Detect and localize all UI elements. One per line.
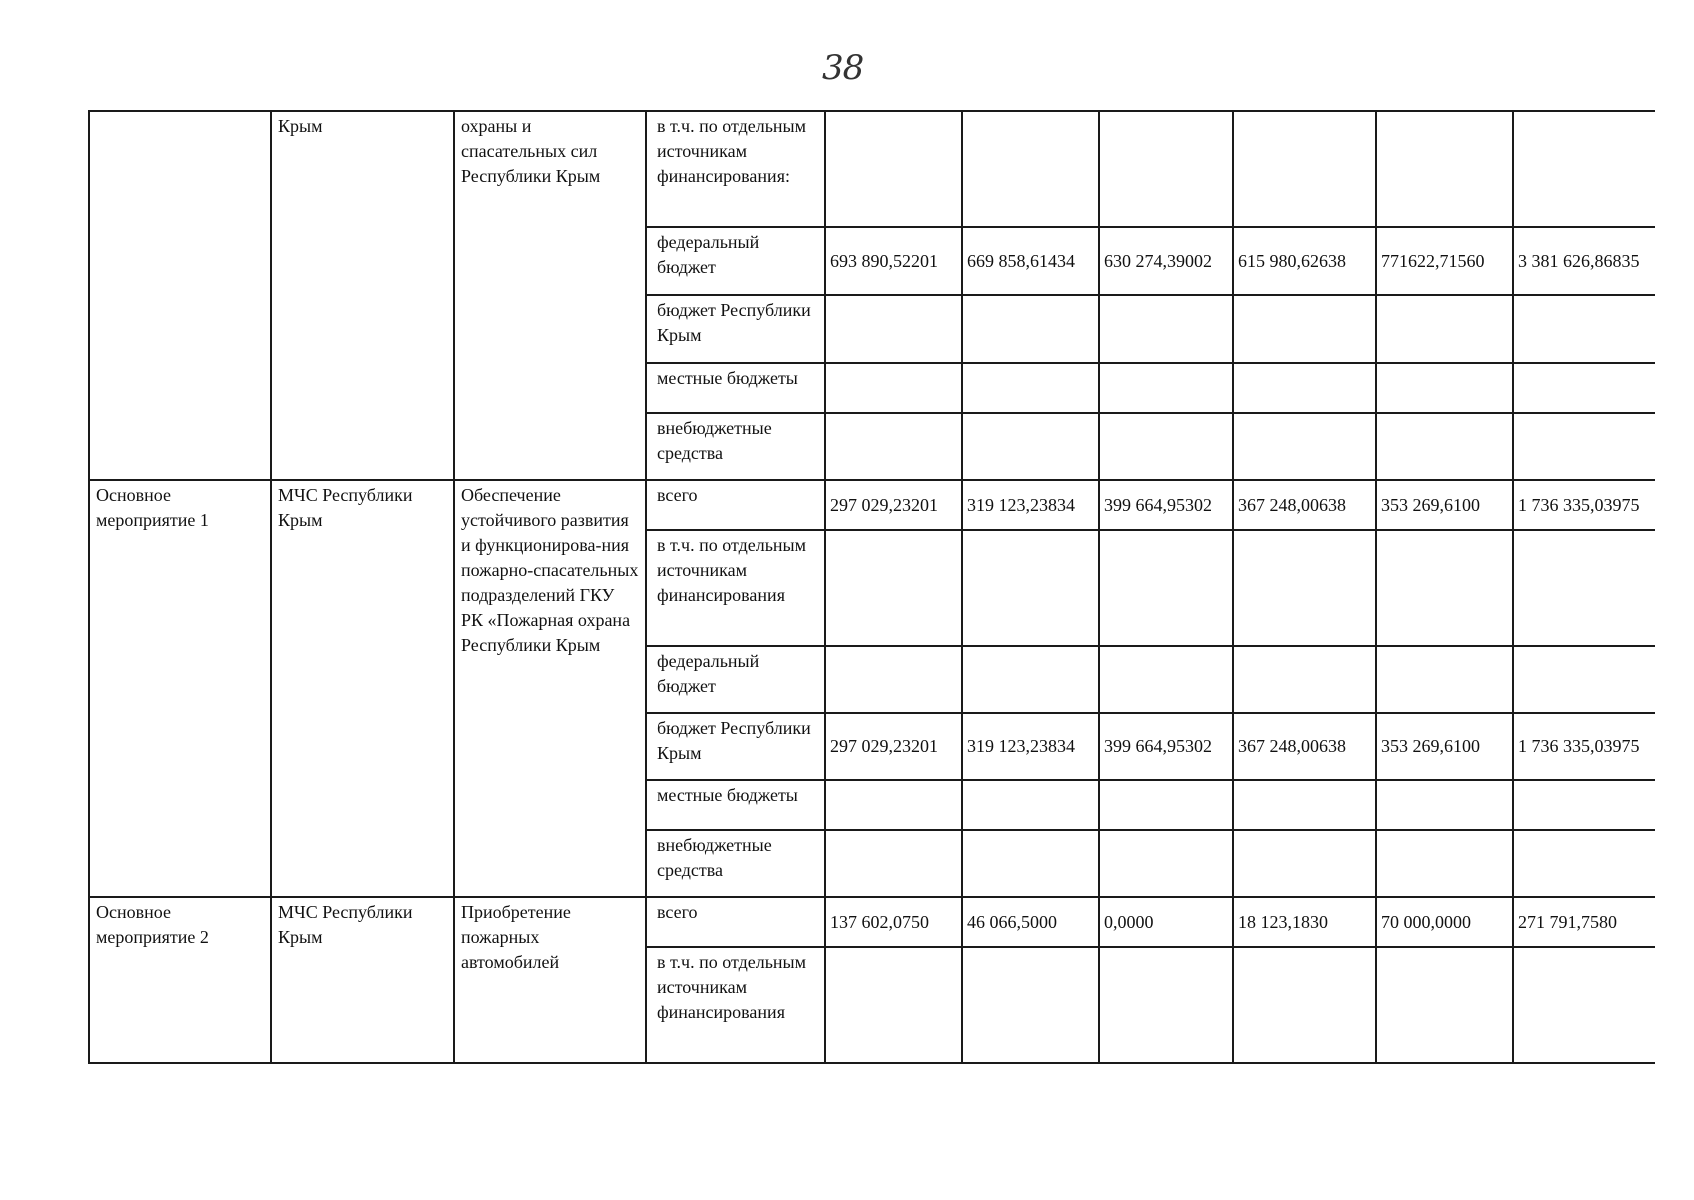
event-cell <box>89 111 271 480</box>
amount-cell <box>1513 413 1655 480</box>
amount-cell <box>962 413 1099 480</box>
amount-cell <box>1513 363 1655 413</box>
amount-cell <box>1099 111 1233 227</box>
amount-cell: 0,0000 <box>1099 897 1233 947</box>
amount-cell <box>1233 646 1376 713</box>
description-cell: охраны и спасательных сил Республики Крым <box>454 111 646 480</box>
amount-cell: 137 602,0750 <box>825 897 962 947</box>
amount-cell <box>1099 530 1233 646</box>
executor-cell: МЧС Республики Крым <box>271 897 454 1063</box>
amount-cell <box>1376 530 1513 646</box>
funding-source-cell: внебюджетные средства <box>646 830 825 897</box>
amount-cell: 353 269,6100 <box>1376 713 1513 780</box>
amount-cell: 3 381 626,86835 <box>1513 227 1655 295</box>
amount-cell <box>825 363 962 413</box>
table-row <box>89 897 1655 947</box>
amount-cell: 1 736 335,03975 <box>1513 713 1655 780</box>
amount-cell <box>825 830 962 897</box>
amount-cell <box>825 111 962 227</box>
amount-cell <box>1376 830 1513 897</box>
amount-cell: 771622,71560 <box>1376 227 1513 295</box>
amount-cell <box>1513 947 1655 1063</box>
amount-cell: 615 980,62638 <box>1233 227 1376 295</box>
funding-source-cell: бюджет Республики Крым <box>646 713 825 780</box>
amount-cell <box>1099 413 1233 480</box>
executor-cell: Крым <box>271 111 454 480</box>
amount-cell <box>825 646 962 713</box>
amount-cell <box>1099 830 1233 897</box>
amount-cell <box>1376 111 1513 227</box>
funding-source-cell: местные бюджеты <box>646 363 825 413</box>
amount-cell <box>1233 363 1376 413</box>
amount-cell <box>825 295 962 363</box>
table-row <box>89 111 1655 227</box>
description-cell: Обеспечение устойчивого развития и функционирова-ния пожарно-спасательных подразделений ГКУ РК «Пожарная охрана Республики Крым <box>454 480 646 897</box>
funding-source-cell: всего <box>646 897 825 947</box>
event-cell: Основное мероприятие 2 <box>89 897 271 1063</box>
funding-source-cell: всего <box>646 480 825 530</box>
amount-cell <box>962 830 1099 897</box>
amount-cell: 399 664,95302 <box>1099 480 1233 530</box>
funding-source-cell: в т.ч. по отдельным источникам финансирования <box>646 947 825 1063</box>
amount-cell: 399 664,95302 <box>1099 713 1233 780</box>
funding-source-cell: федеральный бюджет <box>646 646 825 713</box>
amount-cell <box>1099 363 1233 413</box>
amount-cell <box>1233 780 1376 830</box>
amount-cell <box>1099 646 1233 713</box>
amount-cell <box>1233 111 1376 227</box>
amount-cell: 297 029,23201 <box>825 713 962 780</box>
amount-cell: 319 123,23834 <box>962 480 1099 530</box>
amount-cell <box>962 295 1099 363</box>
page-number: 38 <box>822 48 864 88</box>
amount-cell <box>962 947 1099 1063</box>
amount-cell: 630 274,39002 <box>1099 227 1233 295</box>
amount-cell <box>1513 295 1655 363</box>
funding-source-cell: внебюджетные средства <box>646 413 825 480</box>
amount-cell <box>1099 947 1233 1063</box>
amount-cell <box>962 363 1099 413</box>
amount-cell <box>1233 947 1376 1063</box>
amount-cell <box>825 780 962 830</box>
funding-source-cell: бюджет Республики Крым <box>646 295 825 363</box>
description-cell: Приобретение пожарных автомобилей <box>454 897 646 1063</box>
amount-cell: 1 736 335,03975 <box>1513 480 1655 530</box>
amount-cell: 46 066,5000 <box>962 897 1099 947</box>
table-body <box>89 111 1655 1063</box>
amount-cell <box>825 530 962 646</box>
event-cell: Основное мероприятие 1 <box>89 480 271 897</box>
budget-table <box>88 110 1655 1064</box>
amount-cell <box>1376 947 1513 1063</box>
amount-cell <box>1513 830 1655 897</box>
amount-cell <box>825 413 962 480</box>
amount-cell <box>1513 530 1655 646</box>
amount-cell <box>962 646 1099 713</box>
amount-cell: 70 000,0000 <box>1376 897 1513 947</box>
amount-cell <box>1376 363 1513 413</box>
amount-cell <box>962 111 1099 227</box>
funding-source-cell: в т.ч. по отдельным источникам финансирования: <box>646 111 825 227</box>
amount-cell: 669 858,61434 <box>962 227 1099 295</box>
executor-cell: МЧС Республики Крым <box>271 480 454 897</box>
amount-cell: 353 269,6100 <box>1376 480 1513 530</box>
amount-cell <box>1233 830 1376 897</box>
amount-cell <box>825 947 962 1063</box>
amount-cell <box>1233 413 1376 480</box>
amount-cell <box>1376 413 1513 480</box>
funding-source-cell: федеральный бюджет <box>646 227 825 295</box>
amount-cell <box>1376 295 1513 363</box>
amount-cell <box>1513 646 1655 713</box>
amount-cell: 693 890,52201 <box>825 227 962 295</box>
amount-cell: 297 029,23201 <box>825 480 962 530</box>
table-row <box>89 480 1655 530</box>
amount-cell <box>1233 295 1376 363</box>
funding-source-cell: местные бюджеты <box>646 780 825 830</box>
amount-cell: 271 791,7580 <box>1513 897 1655 947</box>
amount-cell <box>1513 111 1655 227</box>
amount-cell <box>1376 646 1513 713</box>
amount-cell <box>1099 780 1233 830</box>
amount-cell: 18 123,1830 <box>1233 897 1376 947</box>
amount-cell <box>962 780 1099 830</box>
funding-source-cell: в т.ч. по отдельным источникам финансирования <box>646 530 825 646</box>
amount-cell <box>1376 780 1513 830</box>
amount-cell <box>962 530 1099 646</box>
amount-cell: 367 248,00638 <box>1233 713 1376 780</box>
amount-cell <box>1099 295 1233 363</box>
amount-cell: 367 248,00638 <box>1233 480 1376 530</box>
amount-cell <box>1513 780 1655 830</box>
amount-cell: 319 123,23834 <box>962 713 1099 780</box>
amount-cell <box>1233 530 1376 646</box>
